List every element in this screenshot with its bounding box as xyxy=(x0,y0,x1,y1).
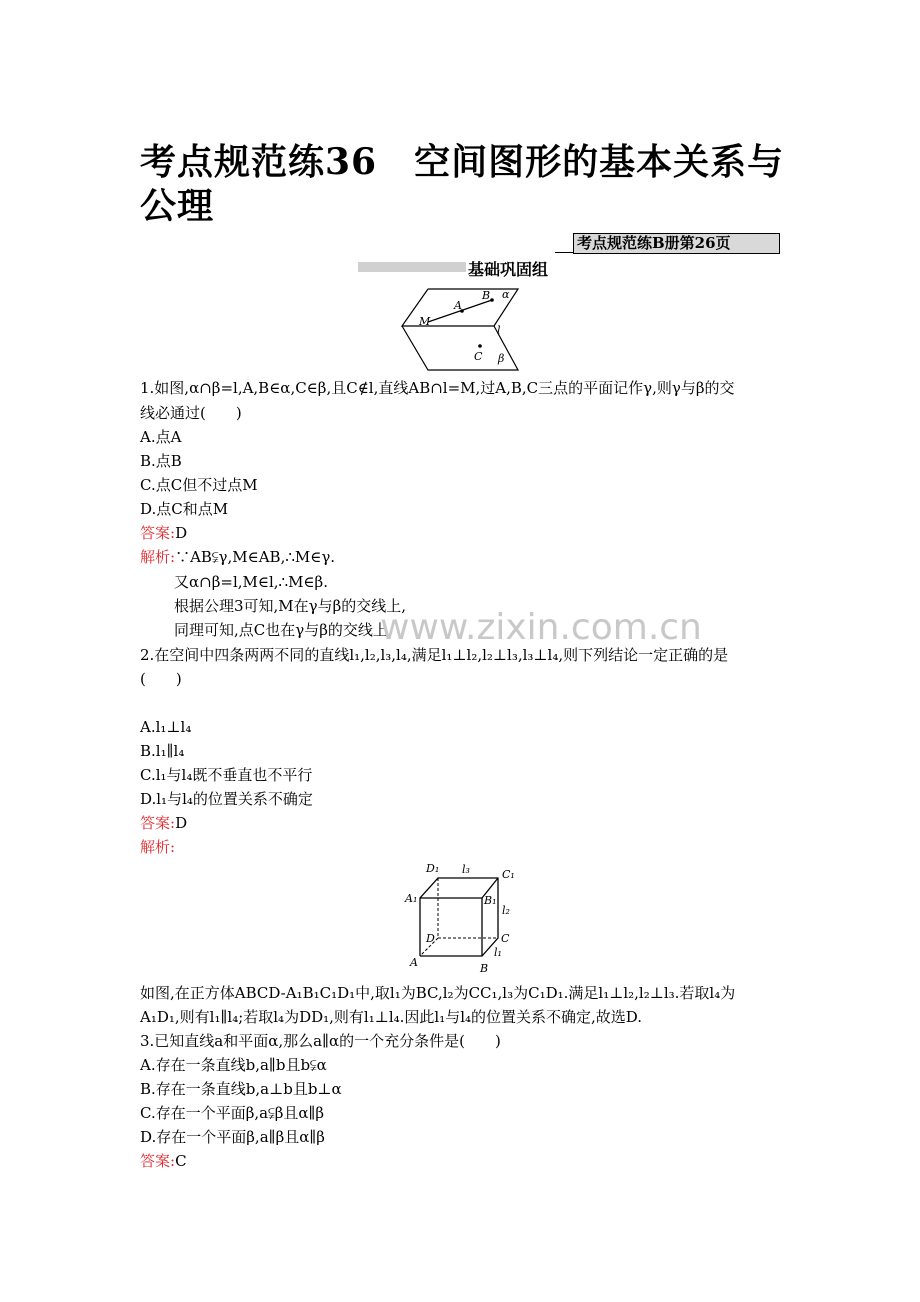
q2-option-a: A.l₁⊥l₄ xyxy=(140,718,192,736)
cube-label-c: C xyxy=(501,932,510,945)
q1-analysis-label: 解析: xyxy=(140,548,176,566)
q1-answer-value: D xyxy=(175,524,188,542)
q2-option-b: B.l₁∥l₄ xyxy=(140,742,185,760)
cube-label-d1: D₁ xyxy=(426,862,440,875)
cube-label-l2: l₂ xyxy=(502,904,510,917)
q1-analysis xyxy=(140,546,335,568)
q3-option-a: A.存在一条直线b,a∥b且b⫋α xyxy=(140,1056,327,1074)
q2-option-c: C.l₁与l₄既不垂直也不平行 xyxy=(140,766,313,784)
q2-analysis-label: 解析: xyxy=(140,838,176,856)
fig1-label-b: B xyxy=(482,289,491,302)
cube-label-l3: l₃ xyxy=(462,863,470,876)
q1-analysis-1: ∵AB⫋γ,M∈AB,∴M∈γ. xyxy=(175,548,336,566)
q1-answer-label: 答案: xyxy=(140,524,176,542)
q2-answer-value: D xyxy=(175,814,188,832)
q1-option-d: D.点C和点M xyxy=(140,500,229,518)
q2-option-d: D.l₁与l₄的位置关系不确定 xyxy=(140,790,313,808)
q2-answer xyxy=(140,812,187,834)
watermark: www.zixin.com.cn xyxy=(380,607,702,648)
q1-option-c: C.点C但不过点M xyxy=(140,476,258,494)
q1-answer xyxy=(140,522,187,544)
q3-option-b: B.存在一条直线b,a⊥b且b⊥α xyxy=(140,1080,342,1098)
q1-analysis-4: 同理可知,点C也在γ与β的交线上. xyxy=(174,621,393,639)
fig1-label-beta: β xyxy=(498,352,505,365)
cube-label-l1: l₁ xyxy=(494,946,502,959)
cube-figure xyxy=(402,858,524,978)
cube-label-a: A xyxy=(410,956,418,969)
fig1-label-m: M xyxy=(419,315,431,328)
q1-option-b: B.点B xyxy=(140,452,182,470)
q2-explanation-1: 如图,在正方体ABCD-A₁B₁C₁D₁中,取l₁为BC,l₂为CC₁,l₃为C₁D₁.满足l₁⊥l₂,l₂⊥l₃.若取l₄为 xyxy=(140,984,736,1002)
cube-label-d: D xyxy=(426,932,435,945)
q1-stem: 1.如图,α∩β=l,A,B∈α,C∈β,且C∉l,直线AB∩l=M,过A,B,C三点的平面记作γ,则γ与β的交 xyxy=(140,379,735,397)
q3-answer-value: C xyxy=(175,1152,187,1170)
q1-analysis-3: 根据公理3可知,M在γ与β的交线上, xyxy=(174,597,407,615)
fig1-label-l: l xyxy=(497,324,501,337)
q2-answer-label: 答案: xyxy=(140,814,176,832)
cube-label-c1: C₁ xyxy=(502,868,515,881)
q2-explanation-2: A₁D₁,则有l₁∥l₄;若取l₄为DD₁,则有l₁⊥l₄.因此l₁与l₄的位置关系不确定,故选D. xyxy=(140,1008,643,1026)
section-title: 基础巩固组 xyxy=(468,260,549,279)
fig1-label-c: C xyxy=(474,350,483,363)
cube-label-b: B xyxy=(480,962,489,975)
q1-option-a: A.点A xyxy=(140,428,182,446)
q2-stem: 2.在空间中四条两两不同的直线l₁,l₂,l₃,l₄,满足l₁⊥l₂,l₂⊥l₃,l₃⊥l₄,则下列结论一定正确的是 xyxy=(140,646,729,664)
q3-answer-label: 答案: xyxy=(140,1152,176,1170)
q1-analysis-2: 又α∩β=l,M∈l,∴M∈β. xyxy=(174,573,328,591)
page-title: 考点规范练36 空间图形的基本关系与公理 xyxy=(140,141,785,227)
book-reference: 考点规范练B册第26页 xyxy=(573,233,780,254)
fig1-label-alpha: α xyxy=(502,288,510,301)
cube-label-a1: A₁ xyxy=(405,892,418,905)
ref-divider xyxy=(555,252,575,253)
q3-option-c: C.存在一个平面β,a⫋β且α∥β xyxy=(140,1104,325,1122)
fig1-label-a: A xyxy=(454,299,462,312)
planes-figure xyxy=(398,280,520,374)
q3-answer xyxy=(140,1150,187,1172)
q3-option-d: D.存在一个平面β,a∥β且α∥β xyxy=(140,1128,325,1146)
cube-label-b1: B₁ xyxy=(484,894,497,907)
q2-stem-cont: ( ) xyxy=(140,670,182,688)
section-bar xyxy=(358,262,466,272)
q3-stem: 3.已知直线a和平面α,那么a∥α的一个充分条件是( ) xyxy=(140,1032,501,1050)
q1-stem-cont: 线必通过( ) xyxy=(140,404,242,422)
